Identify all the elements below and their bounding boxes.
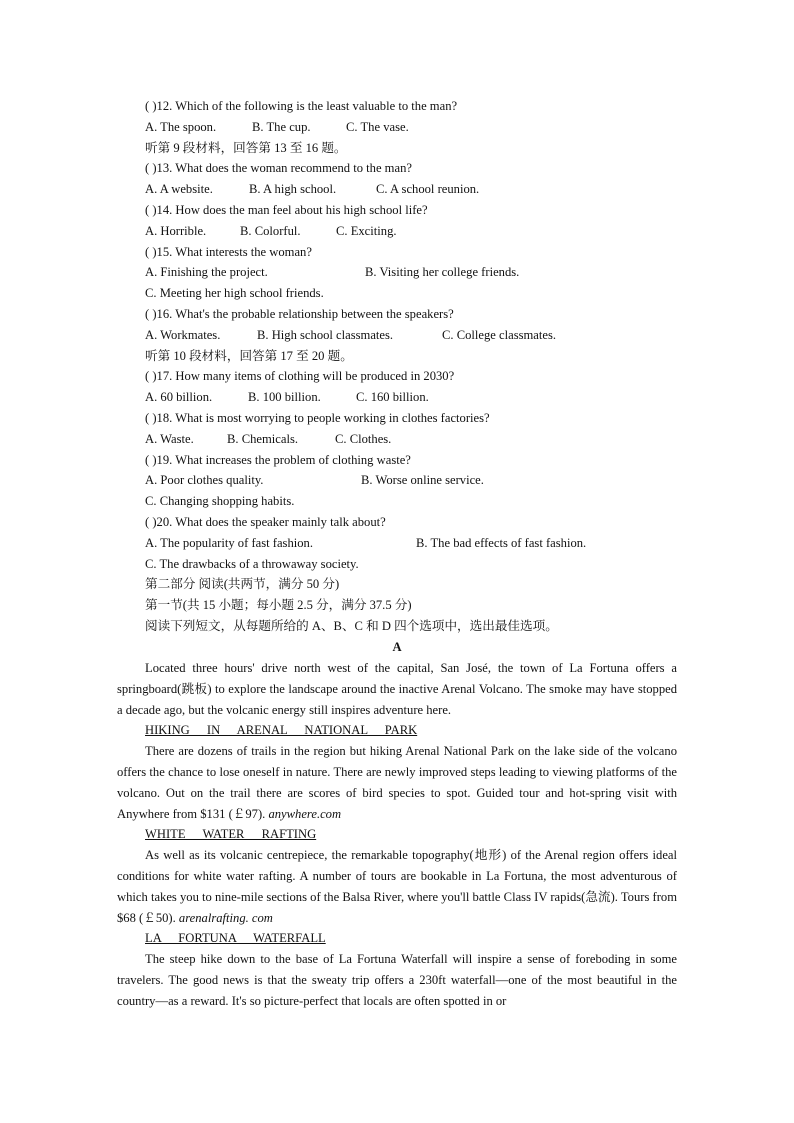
question-13: ( )13. What does the woman recommend to the man? <box>145 161 412 176</box>
option-a: A. Workmates. <box>145 327 221 342</box>
option-b: B. High school classmates. <box>257 327 394 342</box>
option-c: C. A school reunion. <box>376 182 480 197</box>
question-12-options <box>145 117 685 138</box>
part-two-title: 第二部分 阅读(共两节，满分 50 分) <box>145 577 340 592</box>
hiking-paragraph <box>117 741 677 824</box>
question-19: ( )19. What increases the problem of clothing waste? <box>145 452 411 467</box>
section-one-title: 第一节(共 15 小题；每小题 2.5 分，满分 37.5 分) <box>145 598 412 613</box>
option-c: C. The drawbacks of a throwaway society. <box>145 556 359 571</box>
question-18-options <box>145 429 685 450</box>
heading-rafting: WHITE WATER RAFTING <box>145 827 317 842</box>
passage-letter: A <box>392 640 402 654</box>
passage-body <box>117 658 677 1012</box>
heading-waterfall: LA FORTUNA WATERFALL <box>145 931 326 946</box>
reading-instructions: 阅读下列短文，从每题所给的 A、B、C 和 D 四个选项中，选出最佳选项。 <box>145 618 558 633</box>
anywhere-link: anywhere.com <box>268 806 342 821</box>
option-a: A. The spoon. <box>145 119 217 134</box>
question-18: ( )18. What is most worrying to people working in clothes factories? <box>145 410 490 425</box>
option-c: C. Meeting her high school friends. <box>145 286 324 301</box>
question-19-options <box>145 470 685 491</box>
question-20: ( )20. What does the speaker mainly talk about? <box>145 514 386 529</box>
arenalrafting-link: arenalrafting. com <box>178 910 273 925</box>
listening-questions <box>145 96 685 637</box>
option-b: B. The cup. <box>252 119 311 134</box>
option-b: B. Visiting her college friends. <box>365 265 520 280</box>
heading-hiking: HIKING IN ARENAL NATIONAL PARK <box>145 723 418 738</box>
option-a: A. The popularity of fast fashion. <box>145 535 313 550</box>
question-17-options <box>145 387 685 408</box>
option-c: C. Clothes. <box>335 431 392 446</box>
option-a: A. Finishing the project. <box>145 265 268 280</box>
question-15: ( )15. What interests the woman? <box>145 244 312 259</box>
option-c: C. Changing shopping habits. <box>145 494 295 509</box>
option-b: B. Chemicals. <box>227 431 299 446</box>
option-a: A. Poor clothes quality. <box>145 473 264 488</box>
option-b: B. 100 billion. <box>248 390 321 405</box>
question-12: ( )12. Which of the following is the least valuable to the man? <box>145 99 458 113</box>
option-b: B. Worse online service. <box>361 473 484 488</box>
option-b: B. A high school. <box>249 182 337 197</box>
intro-paragraph: Located three hours' drive north west of the capital, San José, the town of La Fortuna offers a springboard(跳板) to explore the landscape around the inactive Arenal Volcano. The smoke may have stopped a decade ago, but the volcanic energy still inspires adventure here. <box>117 661 677 717</box>
option-b: B. Colorful. <box>240 223 301 238</box>
question-16: ( )16. What's the probable relationship between the speakers? <box>145 306 454 321</box>
rafting-text: As well as its volcanic centrepiece, the remarkable topography(地形) of the Arenal region offers ideal conditions for white water rafting. A number of tours are bookable in La Fortuna, the most adventurous of which takes you to nine-mile sections of the Balsa River, where you'll battle Class IV rapids(急流). Tours from $68 (￡50). <box>117 848 677 925</box>
question-14-options <box>145 221 685 242</box>
option-c: C. 160 billion. <box>356 390 429 405</box>
option-a: A. Horrible. <box>145 223 207 238</box>
option-c: C. College classmates. <box>442 327 557 342</box>
question-15-options <box>145 262 685 283</box>
section-instruction-10: 听第 10 段材料，回答第 17 至 20 题。 <box>145 348 353 363</box>
question-13-options <box>145 179 685 200</box>
option-a: A. 60 billion. <box>145 390 213 405</box>
question-16-options <box>145 325 685 346</box>
rafting-paragraph <box>117 845 677 928</box>
hiking-text: There are dozens of trails in the region but hiking Arenal National Park on the lake side of the volcano offers the chance to lose oneself in nature. There are newly improved steps leading to viewing platforms of the volcano. Out on the trail there are scores of bird species to spot. Guided tour and hot-spring visit with Anywhere from $131 (￡97). <box>117 744 677 821</box>
question-20-options <box>145 533 685 554</box>
waterfall-paragraph: The steep hike down to the base of La Fortuna Waterfall will inspire a sense of foreboding in some travelers. The good news is that the sweaty trip offers a 230ft waterfall—one of the most beautiful in the country—as a reward. It's so picture-perfect that locals are often spotted in or <box>117 952 677 1008</box>
section-instruction-9: 听第 9 段材料，回答第 13 至 16 题。 <box>145 140 347 155</box>
question-17: ( )17. How many items of clothing will be produced in 2030? <box>145 369 455 384</box>
question-14: ( )14. How does the man feel about his high school life? <box>145 202 428 217</box>
option-b: B. The bad effects of fast fashion. <box>416 535 587 550</box>
option-a: A. Waste. <box>145 431 194 446</box>
option-c: C. The vase. <box>346 119 409 134</box>
option-a: A. A website. <box>145 182 213 197</box>
option-c: C. Exciting. <box>336 223 397 238</box>
